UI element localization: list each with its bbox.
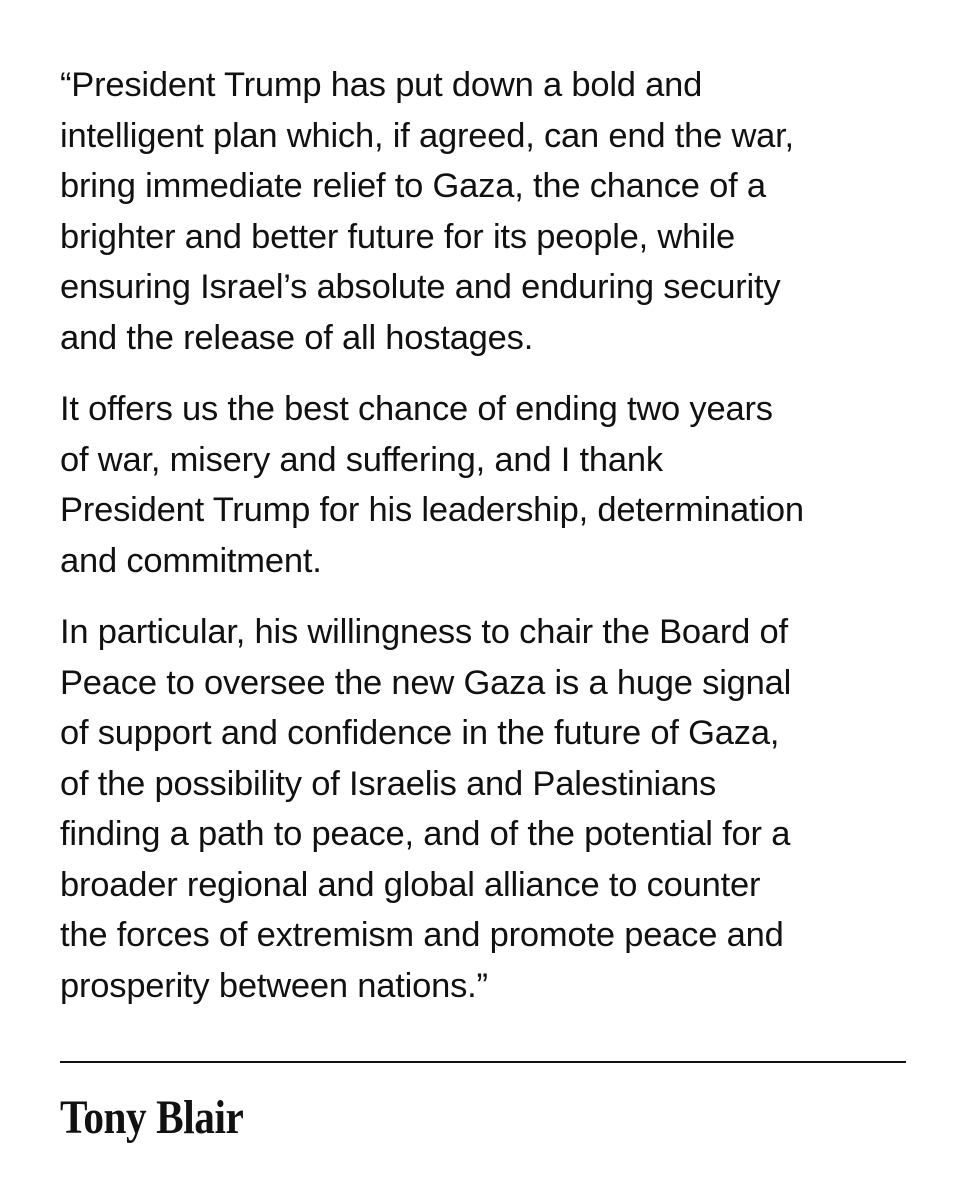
quote-paragraph-1: “President Trump has put down a bold and intelligent plan which, if agreed, can end the war, bring immediate relief to Gaza, the chance of a brighter and better future for its people, while ensuring Israel’s absolute and enduring security and the release of all hostages. bbox=[60, 66, 794, 357]
divider-line bbox=[60, 1061, 906, 1063]
quote-paragraph-2: It offers us the best chance of ending two years of war, misery and suffering, and I thank President Trump for his leadership, determination and commitment. bbox=[60, 390, 804, 580]
quote-paragraph-3: In particular, his willingness to chair the Board of Peace to oversee the new Gaza is a huge signal of support and confidence in the future of Gaza, of the possibility of Israelis and Palestinians finding a path to peace, and of the potential for a broader regional and global alliance to counter the forces of extremism and promote peace and prosperity between nations.” bbox=[60, 613, 792, 1005]
author-name: Tony Blair bbox=[60, 1091, 244, 1144]
quote-statement bbox=[60, 60, 910, 1032]
